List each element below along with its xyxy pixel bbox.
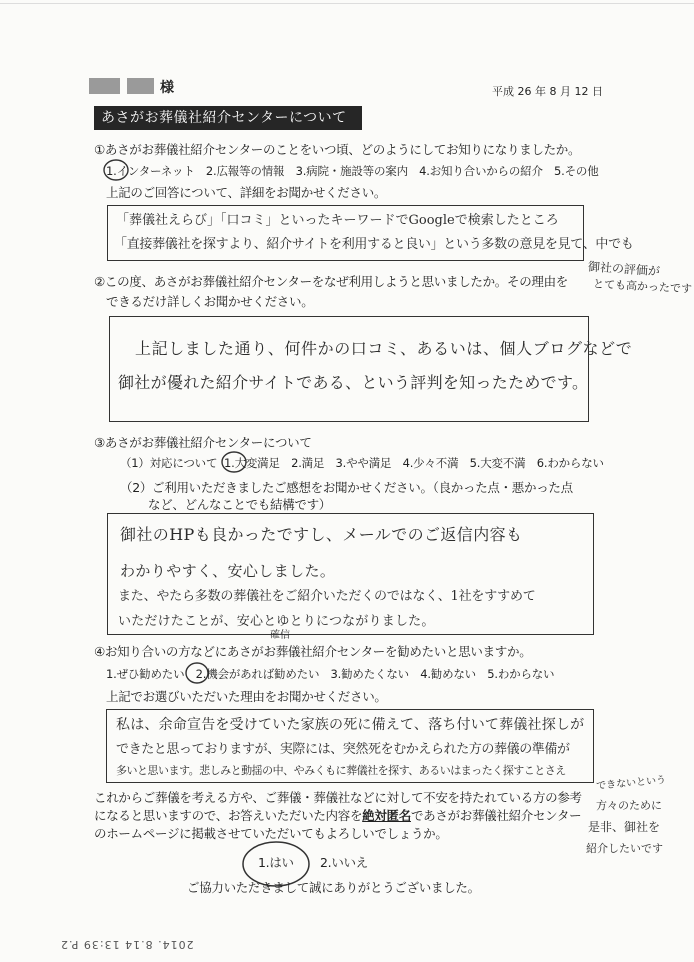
q2-answer-box <box>109 316 589 422</box>
q2-answer-line2: 御社が優れた紹介サイトである、という評判を知ったためです。 <box>118 373 589 392</box>
q4-margin-note-4: 紹介したいです <box>586 842 663 855</box>
q3-sub1-label: （1）対応について <box>120 456 218 470</box>
document-date: 平成 26 年 8 月 12 日 <box>492 85 603 98</box>
q4-answer-line1: 私は、余命宣告を受けていた家族の死に備えて、落ち付いて葬儀社探しが <box>116 717 585 733</box>
q4-answer-line3: 多いと思います。悲しみと動揺の中、やみくもに葬儀社を探す、あるいはまったく探すことさえ <box>116 764 566 777</box>
q3-sub2-line1: （2）ご利用いただきましたご感想をお聞かせください。（良かった点・悪かった点 <box>120 480 573 495</box>
honorific: 様 <box>160 80 174 96</box>
q1-answer-line2: 「直接葬儀社を探すより、紹介サイトを利用すると良い」という多数の意見を見て、中でも <box>114 237 634 252</box>
q4-margin-note-3: 是非、御社を <box>588 820 661 834</box>
section-title: あさがお葬儀社紹介センターについて <box>94 106 362 130</box>
q1-margin-note-2: とても高かったです <box>592 277 693 296</box>
q4-margin-note-1: できないという <box>595 774 667 793</box>
q2-question-line1: ②この度、あさがお葬儀社紹介センターをなぜ利用しようと思いましたか。その理由を <box>94 274 569 289</box>
q1-options: 1.インターネット 2.広報等の情報 3.病院・施設等の案内 4.お知り合いからの紹介 5.その他 <box>106 164 599 178</box>
closing-message: ご協力いただきまして誠にありがとうございました。 <box>187 880 480 895</box>
q4-followup: 上記でお選びいただいた理由をお聞かせください。 <box>106 689 387 704</box>
scan-edge-top <box>0 3 694 4</box>
q3-answer-line4: いただけたことが、安心とゆとりにつながりました。 <box>118 614 435 629</box>
consent-line2 <box>94 806 581 824</box>
consent-line3: のホームページに掲載させていただいてもよろしいでしょうか。 <box>94 826 448 841</box>
q4-question: ④お知り合いの方などにあさがお葬儀社紹介センターを勧めたいと思いますか。 <box>94 644 532 659</box>
redacted-name <box>89 78 120 94</box>
q3-answer-line3: また、やたら多数の葬儀社をご紹介いただくのではなく、1社をすすめて <box>118 589 536 604</box>
q2-question-line2: できるだけ詳しくお聞かせください。 <box>106 294 314 309</box>
consent-line2-end: であさがお葬儀社紹介センター <box>410 808 582 823</box>
consent-no-option: 2.いいえ <box>320 855 368 870</box>
q2-answer-line1: 上記しました通り、何件かの口コミ、あるいは、個人ブログなどで <box>135 339 633 358</box>
q1-followup: 上記のご回答について、詳細をお聞かせください。 <box>106 185 387 200</box>
consent-yes-option: 1.はい <box>258 855 294 870</box>
q1-margin-note-1: 御社の評価が <box>587 259 661 279</box>
q3-sub1-options: 1.大変満足 2.満足 3.やや満足 4.少々不満 5.大変不満 6.わからない <box>224 456 604 470</box>
q1-answer-line1: 「葬儀社えらび」「口コミ」といったキーワードでGoogleで検索したところ <box>116 213 559 228</box>
q1-question: ①あさがお葬儀社紹介センターのことをいつ頃、どのようにしてお知りになりましたか。 <box>94 142 581 157</box>
q3-question: ③あさがお葬儀社紹介センターについて <box>94 435 312 450</box>
q3-sub2-line2: など、どんなことでも結構です） <box>148 497 332 512</box>
anonymous-emphasis: 絶対匿名 <box>362 808 411 823</box>
q3-correction-note: 確信 <box>270 630 290 641</box>
q3-answer-line1: 御社のHPも良かったですし、メールでのご返信内容も <box>120 525 523 544</box>
fax-timestamp: 2014. 8.14 13:39 P.2 <box>60 938 194 951</box>
redacted-name <box>127 78 154 94</box>
q4-margin-note-2: 方々のために <box>596 799 662 812</box>
q3-answer-line2: わかりやすく、安心しました。 <box>120 562 336 580</box>
q3-selection-circle <box>219 449 249 475</box>
consent-line2-start: になると思いますので、お答えいただいた内容を <box>94 808 363 823</box>
q4-options: 1.ぜひ勧めたい 2.機会があれば勧めたい 3.勧めたくない 4.勧めない 5.わからない <box>106 667 555 681</box>
q4-selection-circle <box>183 660 211 686</box>
q1-selection-circle <box>101 157 131 183</box>
consent-line1: これからご葬儀を考える方や、ご葬儀・葬儀社などに対して不安を持たれている方の参考 <box>94 790 582 805</box>
q4-answer-line2: できたと思っておりますが、実際には、突然死をむかえられた方の葬儀の準備が <box>116 742 570 757</box>
